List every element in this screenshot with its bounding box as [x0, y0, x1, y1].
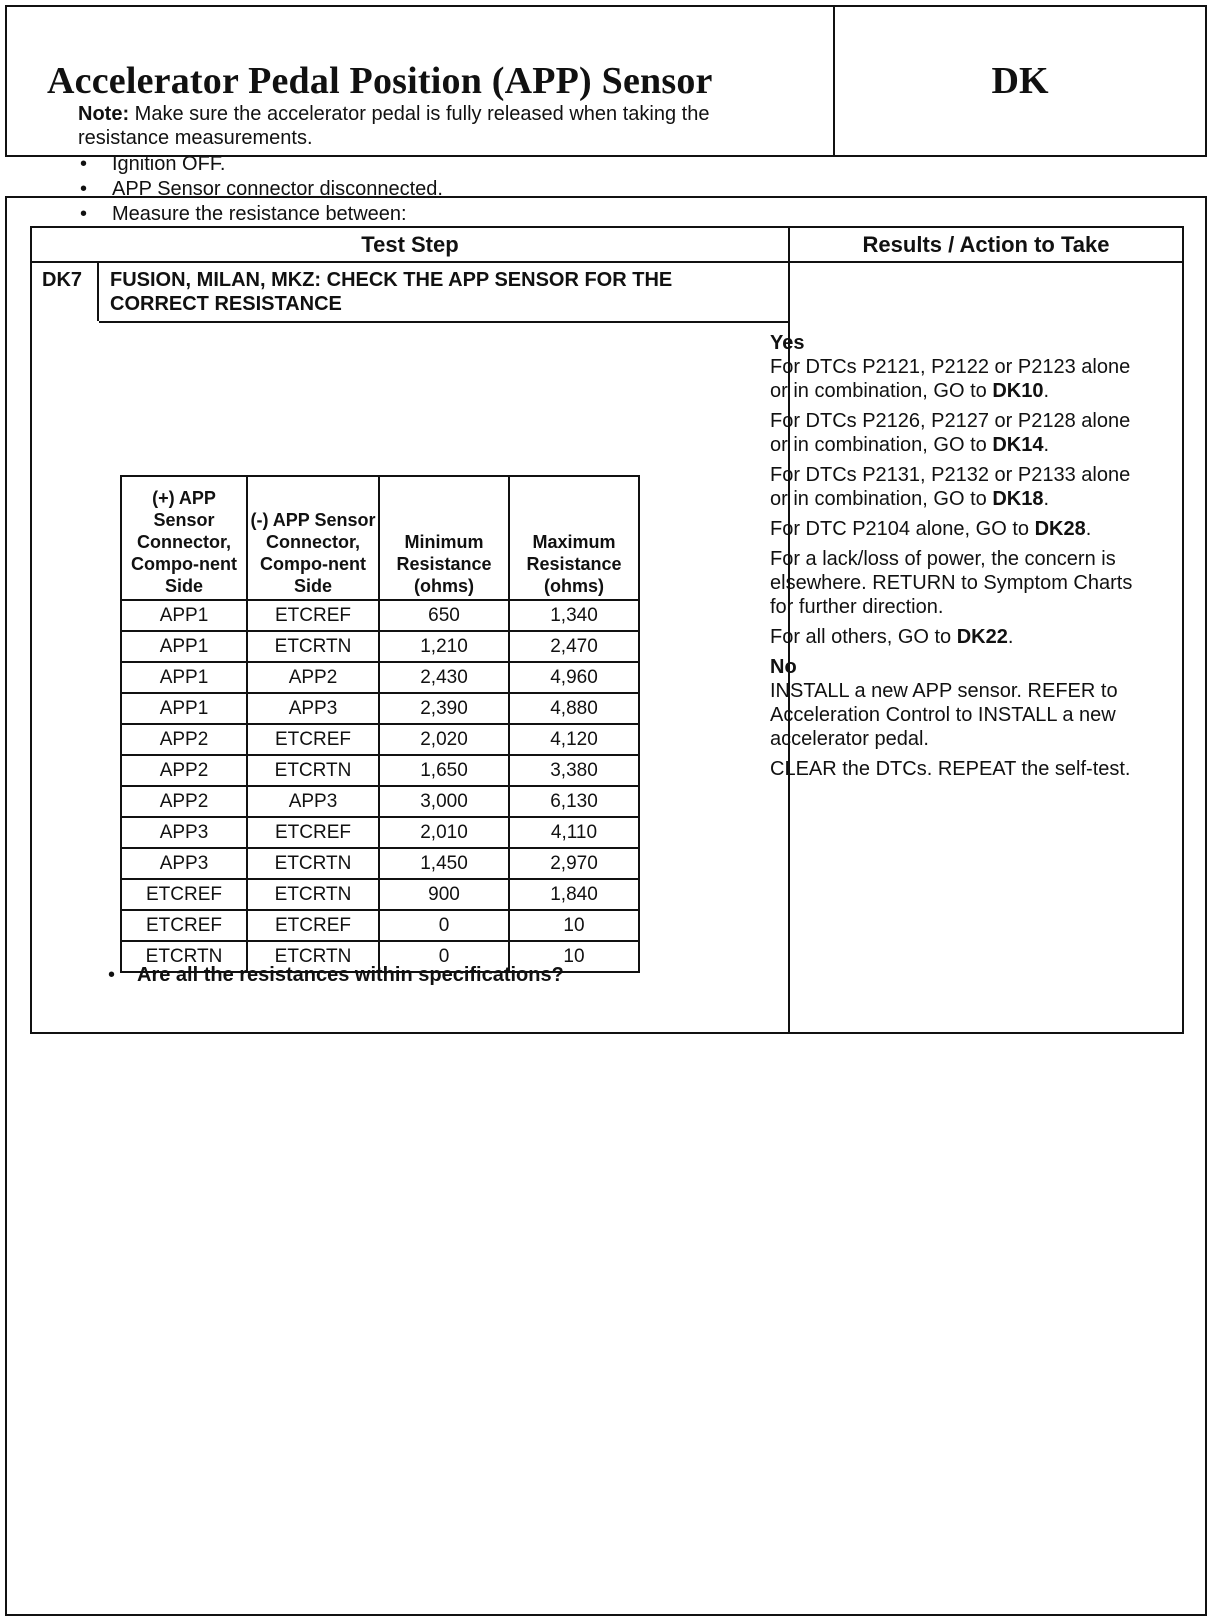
cell: 6,130 [509, 786, 639, 817]
cell: 2,470 [509, 631, 639, 662]
col-min-resistance: Minimum Resistance (ohms) [379, 476, 509, 600]
cell: ETCRTN [247, 631, 379, 662]
cell: APP3 [247, 693, 379, 724]
table-row [121, 724, 639, 755]
cell: 3,000 [379, 786, 509, 817]
cell: APP1 [121, 693, 247, 724]
resistance-table [120, 475, 640, 973]
cell: 10 [509, 941, 639, 972]
cell: 4,120 [509, 724, 639, 755]
cell: 1,450 [379, 848, 509, 879]
result-item [770, 547, 1145, 619]
test-step-header: Test Step [361, 231, 459, 257]
step-note [78, 102, 748, 150]
cell: APP3 [247, 786, 379, 817]
table-row [121, 910, 639, 941]
result-ref: DK14 [992, 434, 1044, 456]
cell: 1,840 [509, 879, 639, 910]
cell: ETCRTN [247, 848, 379, 879]
cell: APP1 [121, 600, 247, 631]
table-row [121, 600, 639, 631]
result-item [770, 463, 1145, 511]
cell: 3,380 [509, 755, 639, 786]
cell: APP2 [121, 786, 247, 817]
result-item [770, 409, 1145, 457]
col-positive-connector: (+) APP Sensor Connector, Compo-nent Side [121, 476, 247, 600]
note-text: Make sure the accelerator pedal is fully released when taking the resistance measurements. [78, 103, 710, 149]
result-ref: DK10 [992, 380, 1044, 402]
result-end: . [1007, 626, 1014, 648]
cell: 1,650 [379, 755, 509, 786]
step-id: DK7 [32, 263, 99, 321]
col-negative-connector: (-) APP Sensor Connector, Compo-nent Side [247, 476, 379, 600]
cell: 900 [379, 879, 509, 910]
result-item [770, 355, 1145, 403]
cell: 0 [379, 941, 509, 972]
result-item: INSTALL a new APP sensor. REFER to Acceleration Control to INSTALL a new accelerator pedal. [770, 680, 1118, 750]
result-ref: DK18 [992, 488, 1044, 510]
col-max-resistance: Maximum Resistance (ohms) [509, 476, 639, 600]
result-ref: DK28 [1034, 518, 1086, 540]
cell: 4,880 [509, 693, 639, 724]
table-row [121, 693, 639, 724]
table-row [121, 755, 639, 786]
result-end: . [1043, 434, 1050, 456]
cell: ETCREF [121, 910, 247, 941]
cell: APP1 [121, 631, 247, 662]
cell: APP1 [121, 662, 247, 693]
cell: APP3 [121, 817, 247, 848]
cell: APP2 [247, 662, 379, 693]
result-text: For DTCs P2121, P2122 or P2123 alone or in combination, GO to [770, 356, 1131, 402]
cell: 0 [379, 910, 509, 941]
table-row [121, 848, 639, 879]
results-header: Results / Action to Take [862, 231, 1110, 257]
yes-label: Yes [770, 332, 805, 354]
cell: APP2 [121, 724, 247, 755]
header-divider [32, 261, 1182, 263]
step-title: FUSION, MILAN, MKZ: CHECK THE APP SENSOR FOR THE CORRECT RESISTANCE [110, 269, 673, 315]
step-divider [99, 321, 788, 323]
step-body [78, 102, 748, 227]
bullet-item: • Ignition OFF. [78, 152, 748, 177]
cell: 4,110 [509, 817, 639, 848]
cell: 4,960 [509, 662, 639, 693]
resistance-table-header-row [121, 476, 639, 600]
table-row [121, 786, 639, 817]
cell: APP2 [121, 755, 247, 786]
result-text: For all others, GO to [770, 626, 957, 648]
cell: ETCRTN [247, 941, 379, 972]
bullet-item: • APP Sensor connector disconnected. [78, 177, 748, 202]
cell: APP3 [121, 848, 247, 879]
cell: 650 [379, 600, 509, 631]
note-label: Note: [78, 103, 130, 125]
result-ref: DK22 [956, 626, 1008, 648]
cell: 1,210 [379, 631, 509, 662]
cell: 2,020 [379, 724, 509, 755]
result-item [770, 625, 1145, 649]
cell: 10 [509, 910, 639, 941]
result-text: For DTC P2104 alone, GO to [770, 518, 1030, 540]
result-end: . [1043, 488, 1050, 510]
page-title: Accelerator Pedal Position (APP) Sensor [7, 7, 835, 155]
cell: 2,390 [379, 693, 509, 724]
cell: 2,430 [379, 662, 509, 693]
result-item [770, 517, 1145, 541]
result-text: For a lack/loss of power, the concern is elsewhere. RETURN to Symptom Charts for further direction. [770, 548, 1133, 618]
result-item: CLEAR the DTCs. REPEAT the self-test. [770, 758, 1131, 780]
result-end: . [1043, 380, 1050, 402]
step-bullets [78, 152, 748, 227]
table-row [121, 817, 639, 848]
cell: 1,340 [509, 600, 639, 631]
step-question: • Are all the resistances within specifications? [108, 964, 564, 987]
cell: 2,010 [379, 817, 509, 848]
cell: ETCREF [121, 879, 247, 910]
table-row [121, 879, 639, 910]
cell: ETCREF [247, 910, 379, 941]
cell: ETCRTN [247, 879, 379, 910]
results-column [770, 331, 1145, 787]
cell: 2,970 [509, 848, 639, 879]
section-code: DK [991, 60, 1049, 102]
table-row [121, 662, 639, 693]
bullet-item: • Measure the resistance between: [78, 202, 748, 227]
result-text: For DTCs P2131, P2132 or P2133 alone or in combination, GO to [770, 464, 1131, 510]
table-row [121, 631, 639, 662]
cell: ETCREF [247, 600, 379, 631]
cell: ETCRTN [121, 941, 247, 972]
result-end: . [1085, 518, 1092, 540]
cell: ETCRTN [247, 755, 379, 786]
no-label: No [770, 656, 797, 678]
cell: ETCREF [247, 724, 379, 755]
result-text: For DTCs P2126, P2127 or P2128 alone or in combination, GO to [770, 410, 1131, 456]
cell: ETCREF [247, 817, 379, 848]
